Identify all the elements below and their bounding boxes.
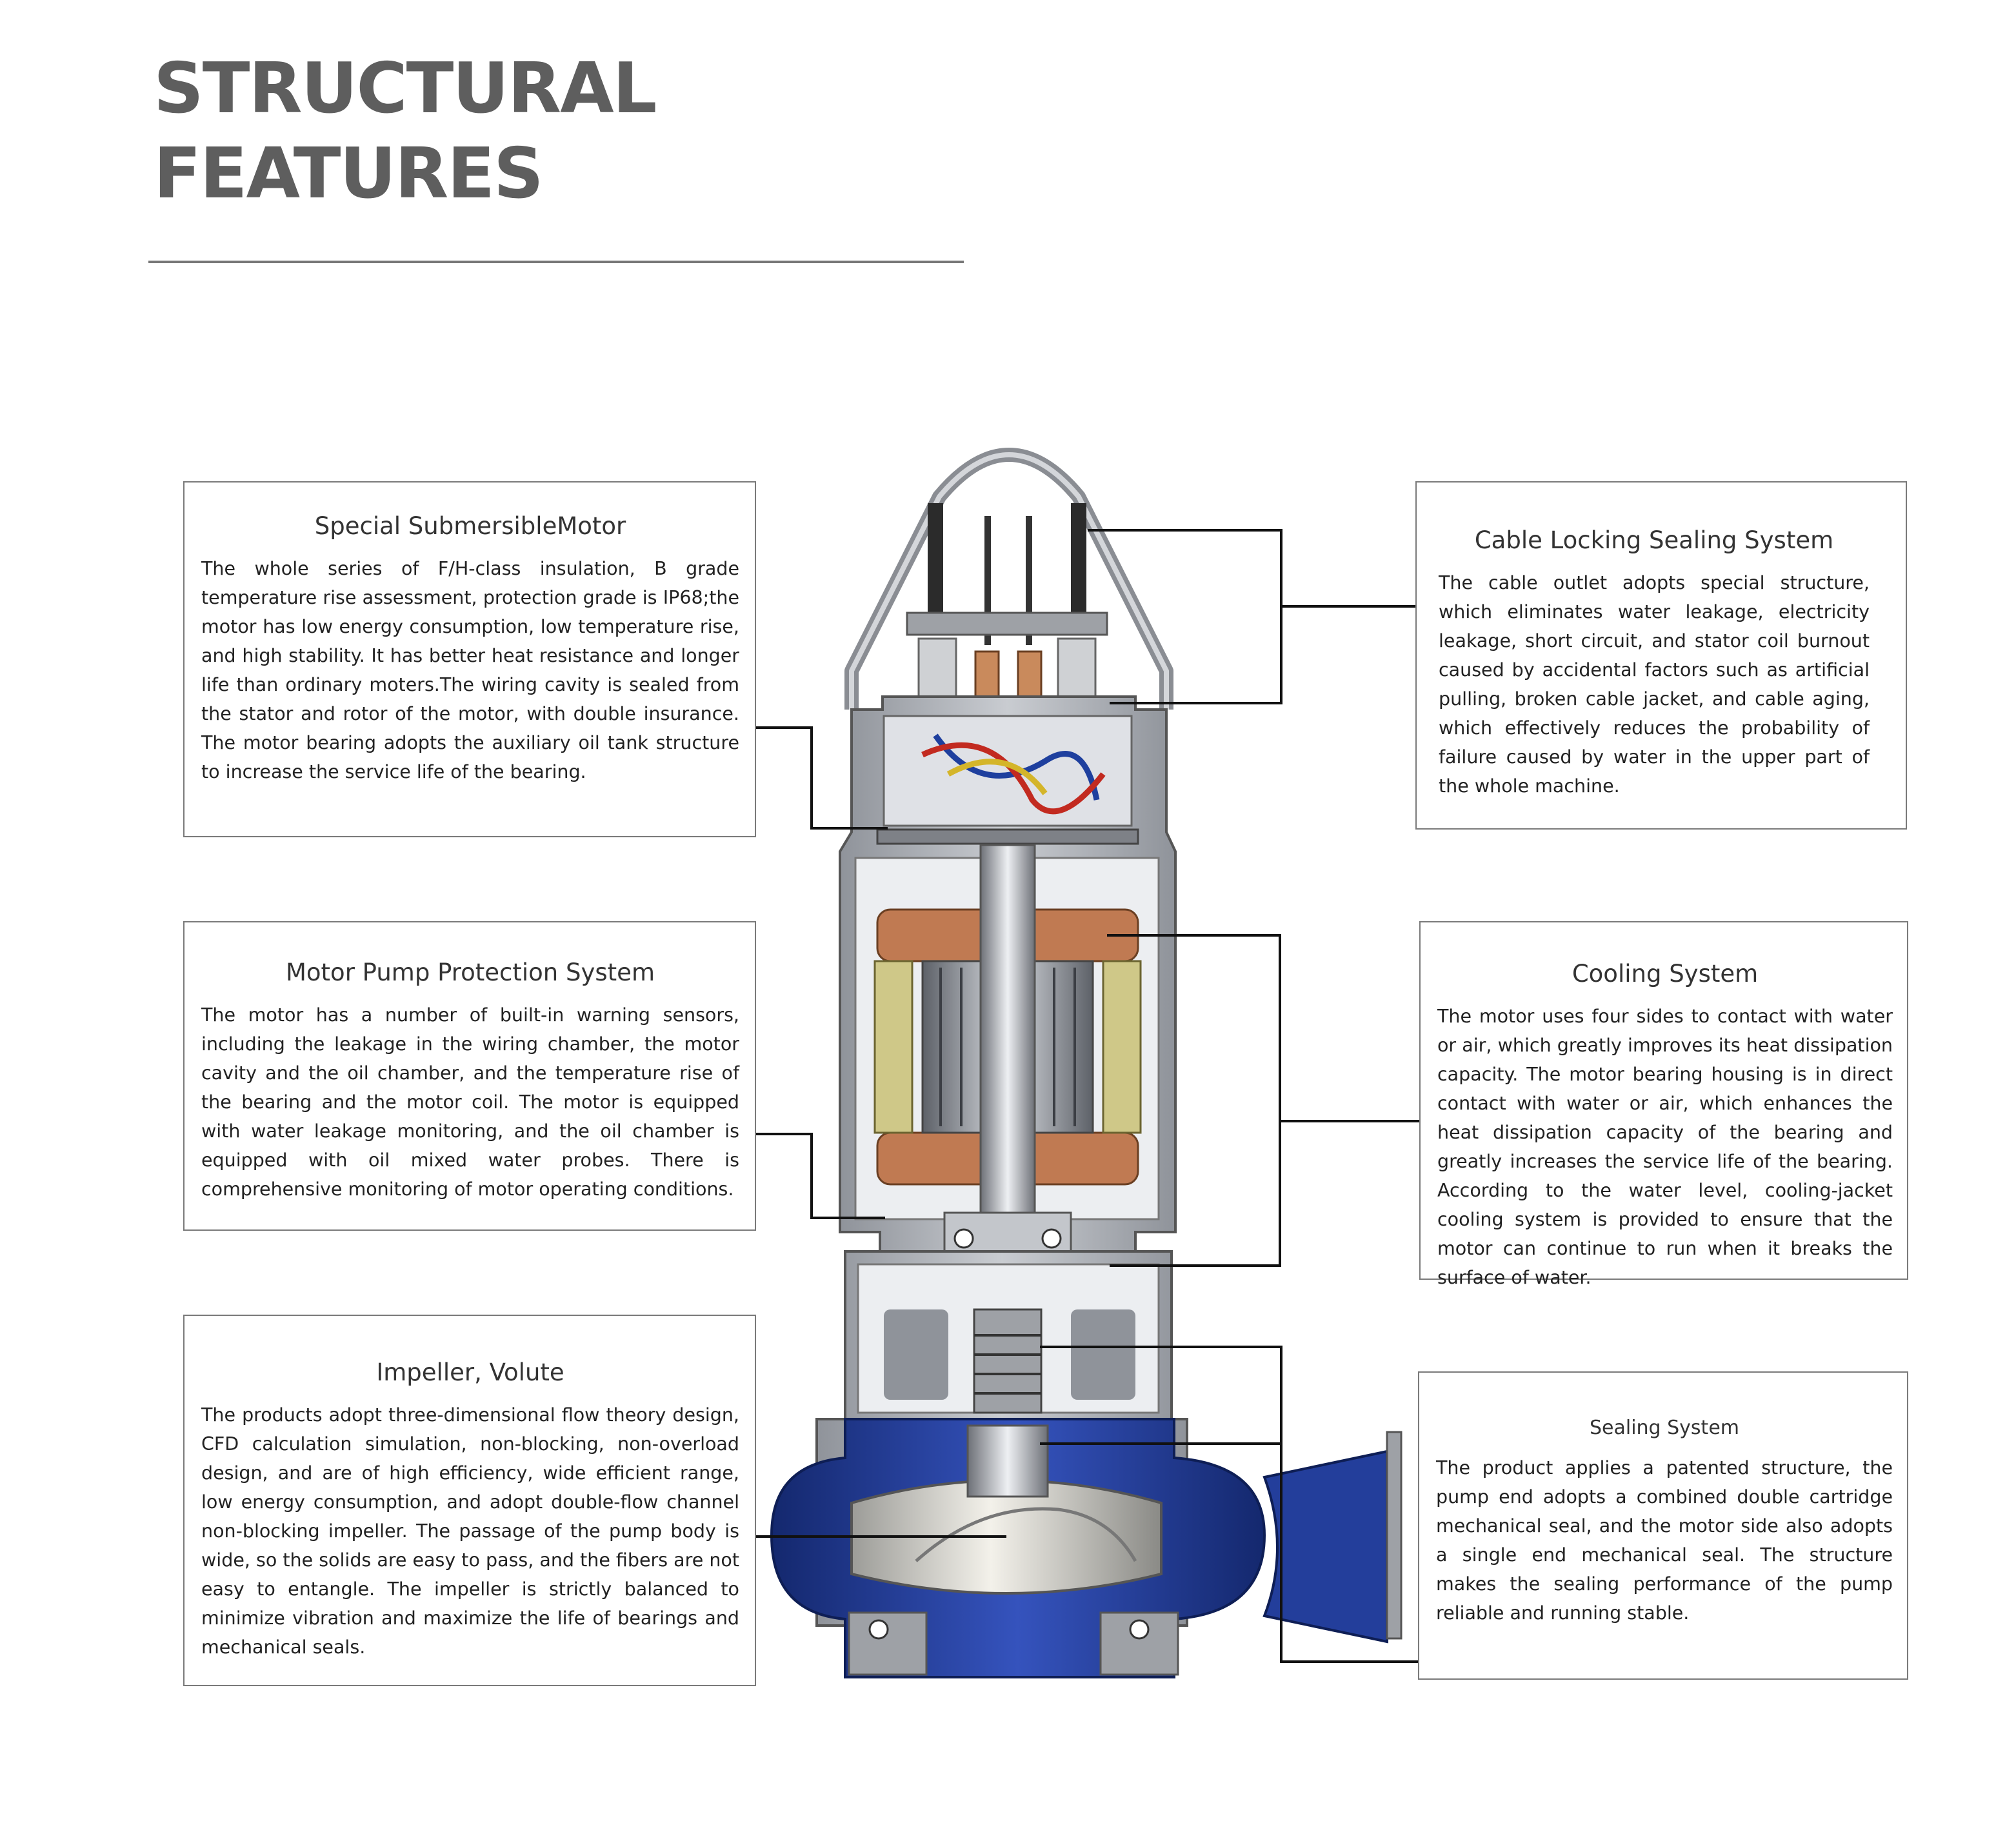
box-body: The whole series of F/H-class insulation, B grade temperature rise assessment, protection grade is IP68;the motor has low energy consumption, low temperature rise, and high stability. It has better heat resistance and longer life than ordinary moters.The wiring cavity is sealed from the stator and rotor of the motor, with double insurance. The motor bearing adopts the auxiliary oil tank structure to increase the service life of the bearing. bbox=[201, 558, 739, 782]
box-heading: Cooling System bbox=[1572, 960, 1759, 988]
box-cooling-system bbox=[1419, 921, 1908, 1288]
box-motor-pump-protection bbox=[183, 921, 756, 1231]
title-line-2: FEATURES bbox=[154, 134, 543, 214]
cable-glands bbox=[907, 503, 1107, 703]
box-heading: Cable Locking Sealing System bbox=[1474, 526, 1834, 554]
box-sealing-system bbox=[1418, 1371, 1908, 1680]
box-cable-locking-sealing bbox=[1415, 481, 1907, 830]
title-line-1: STRUCTURAL bbox=[154, 48, 656, 129]
box-heading: Special SubmersibleMotor bbox=[314, 512, 626, 540]
box-body: The motor has a number of built-in warning sensors, including the leakage in the wiring chamber, the motor cavity and the oil chamber, and the temperature rise of the bearing and the motor coil. The motor is equipped with water leakage monitoring, and the oil chamber is equipped with oil mixed water probes. There is comprehensive monitoring of motor operating conditions. bbox=[201, 1004, 739, 1200]
leader-cable bbox=[1088, 530, 1281, 703]
box-body: The products adopt three-dimensional flow theory design, CFD calculation simulation, non-blocking, non-overload design, and are of high efficiency, wide efficient range, low energy consumption, and adopt double-flow channel non-blocking impeller. The passage of the pump body is wide, so the solids are easy to pass, and the fibers are not easy to entangle. The impeller is strictly balanced to minimize vibration and maximize the life of bearings and mechanical seals. bbox=[201, 1404, 739, 1658]
box-heading: Sealing System bbox=[1589, 1417, 1740, 1439]
box-heading: Impeller, Volute bbox=[376, 1358, 564, 1386]
box-body: The cable outlet adopts special structure, which eliminates water leakage, electricity leakage, short circuit, and stator coil burnout caused by accidental factors such as artificial pulling, broken cable jacket, and cable aging, which effectively reduces the probability of failure caused by water in the upper part of the whole machine. bbox=[1439, 572, 1870, 797]
discharge-outlet bbox=[1264, 1451, 1387, 1642]
box-heading: Motor Pump Protection System bbox=[285, 959, 655, 986]
box-body: The motor uses four sides to contact with water or air, which greatly improves its heat dissipation capacity. The motor bearing housing is in direct contact with water or air, which enhances the heat dissipation capacity of the bearing and greatly increases the service life of the bearing. According to the water level, cooling-jacket cooling system is provided to ensure that the motor can continue to run when it breaks the surface of water. bbox=[1437, 1006, 1893, 1288]
box-special-submersible-motor bbox=[183, 481, 756, 837]
box-impeller-volute bbox=[183, 1315, 756, 1686]
box-body: The product applies a patented structure, the pump end adopts a combined double cartridge mechanical seal, and the motor side also adopts a single end mechanical seal. The structure makes the sealing performance of the pump reliable and running stable. bbox=[1436, 1457, 1893, 1624]
